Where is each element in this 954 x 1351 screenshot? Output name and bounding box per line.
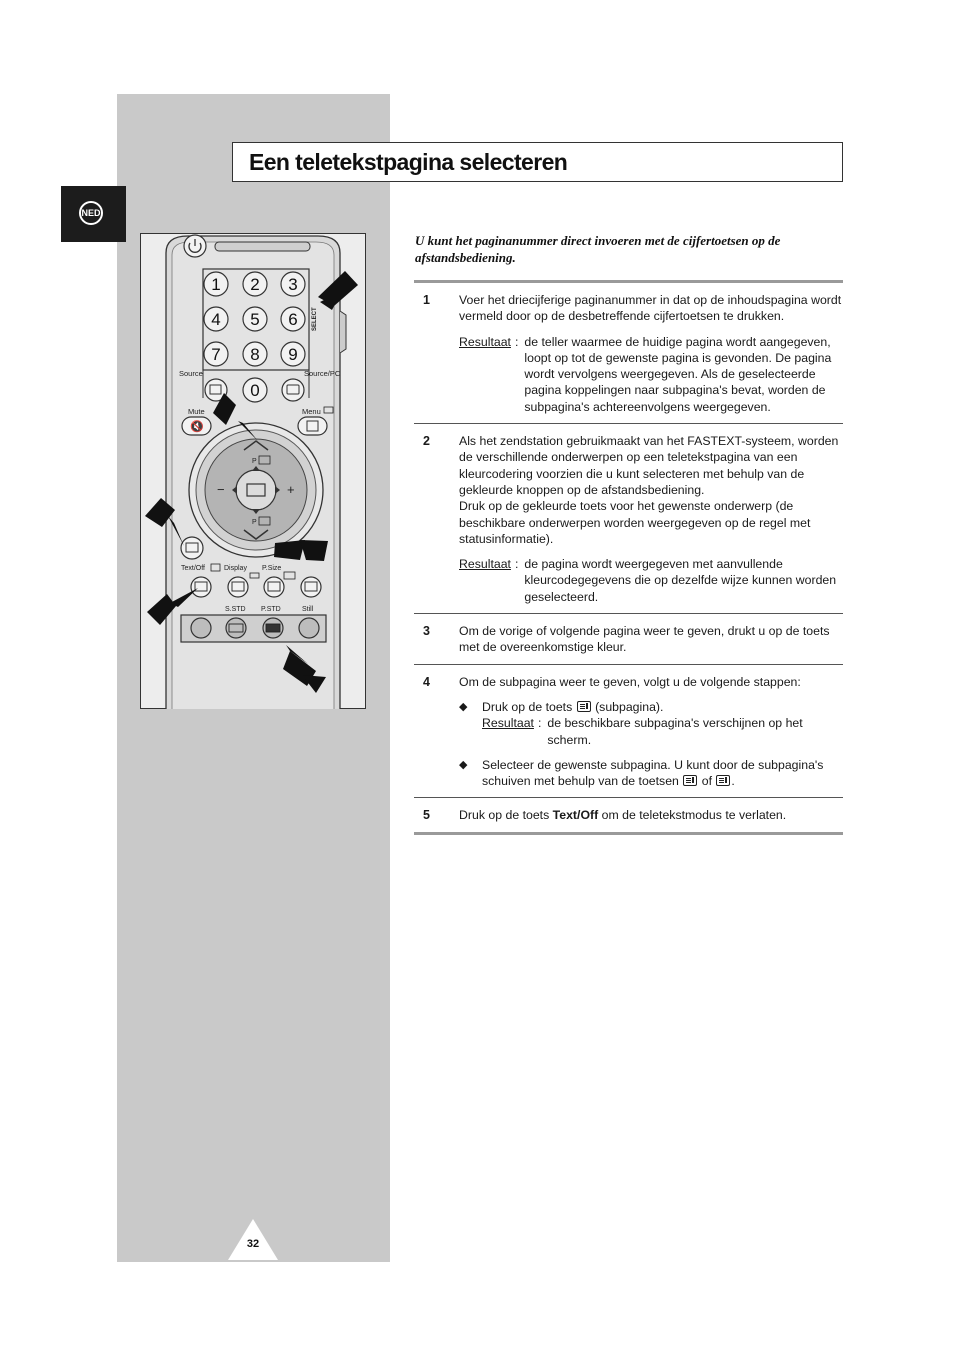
p-up-label: P (252, 458, 257, 465)
bullet-end: . (731, 774, 735, 789)
p-std-label: P.STD (261, 606, 281, 613)
title-box (232, 142, 843, 182)
step-2 (414, 424, 843, 613)
digit-key-label: 2 (250, 275, 260, 294)
source-pc-button (282, 379, 304, 401)
diamond-bullet-icon: ◆ (459, 700, 468, 713)
page-up-icon (716, 775, 730, 786)
remote-control-illustration (140, 233, 366, 709)
step-result: Resultaat : de teller waarmee de huidige pagina wordt aangegeven, loopt op tot de gewenste pagina is gevonden. De pagina wordt vervolgens weergegeven. Als de geselecteerde pagina koppelingen naar subpagina's bevat, worden de subpagina's achtereenvolgens weergegeven. (459, 334, 843, 415)
bullet-text-end: (subpagina). (595, 699, 664, 714)
digit-key-label: 0 (250, 381, 260, 400)
digit-key-label: 6 (288, 310, 298, 329)
language-tab (61, 186, 126, 242)
bullet-text: Druk op de toets (482, 699, 573, 714)
step-4 (414, 665, 843, 798)
bullet-text: Selecteer de gewenste subpagina. U kunt door de subpagina's schuiven met behulp van de toetsen (482, 757, 824, 789)
result-label: Resultaat (482, 716, 534, 731)
menu-label: Menu (302, 407, 321, 416)
volume-plus-label: + (287, 482, 295, 497)
bullet-result: Resultaat : de beschikbare subpagina's verschijnen op het scherm. (482, 715, 843, 748)
digit-key-label: 8 (250, 345, 260, 364)
language-badge: NED (79, 201, 103, 225)
step-text-end: om de teletekstmodus te verlaten. (601, 808, 787, 823)
subpage-button (181, 537, 203, 559)
s-std-label: S.STD (225, 606, 246, 613)
text-off-label: Text/Off (181, 565, 205, 572)
p-size-label: P.Size (262, 565, 282, 572)
step-text-start: Druk op de toets (459, 808, 550, 823)
step-3 (414, 614, 843, 664)
step-text: Om de subpagina weer te geven, volgt u de volgende stappen: (459, 674, 801, 689)
bullet-item (459, 699, 843, 748)
step-number: 2 (423, 434, 430, 449)
bullet-of: of (701, 774, 712, 789)
step-number: 5 (423, 808, 430, 823)
step-5 (414, 798, 843, 831)
mute-label: Mute (188, 407, 205, 416)
step-number: 1 (423, 293, 430, 307)
volume-minus-label: − (217, 482, 225, 497)
page-number: 32 (246, 1238, 260, 1250)
text-off-button (191, 577, 211, 597)
select-label: SELECT (312, 307, 318, 331)
result-label: Resultaat (459, 557, 511, 572)
intro-text: U kunt het paginanummer direct invoeren met de cijfertoetsen op de afstandsbediening. (415, 233, 781, 265)
bullet-item (459, 757, 843, 790)
steps-table (414, 280, 843, 835)
result-text: de teller waarmee de huidige pagina wordt aangegeven, loopt op tot de gewenste pagina is gevonden. De pagina wordt vervolgens weergegeven. Als de geselecteerde pagina koppelingen naar subpagina's bevat, worden de subpagina's achtereenvolgens weergegeven. (524, 334, 832, 414)
digit-key-label: 7 (211, 345, 221, 364)
result-label: Resultaat (459, 334, 511, 349)
step-text: Als het zendstation gebruikmaakt van het FASTEXT-systeem, worden de verschillende onderwerpen op een teletekstpagina van een kleurcodering voorzien die u kunt selecteren met behulp van de gekleurde knoppen op de afstandsbediening. (459, 434, 839, 497)
bottom-rule (414, 832, 843, 835)
digit-key-label: 3 (288, 275, 298, 294)
digit-key-label: 5 (250, 310, 260, 329)
digit-key-label: 1 (211, 275, 221, 294)
power-button (184, 235, 206, 257)
display-label: Display (224, 565, 247, 572)
step-1 (414, 283, 843, 423)
step-text-continued: Druk op de gekleurde toets voor het gewenste onderwerp (de beschikbare onderwerpen worden weergegeven op de regel met statusinformatie). (459, 499, 811, 546)
still-label: Still (302, 606, 314, 613)
menu-button (298, 417, 327, 435)
step-text (459, 807, 843, 823)
result-text: de beschikbare subpagina's verschijnen op het scherm. (547, 716, 803, 747)
diamond-bullet-icon: ◆ (459, 758, 468, 771)
p-down-label: P (252, 519, 257, 526)
step-text: Om de vorige of volgende pagina weer te geven, drukt u op de toets met de overeenkomstige kleur. (459, 624, 830, 655)
digit-key-label: 4 (211, 310, 221, 329)
step-text: Voer het driecijferige paginanummer in dat op de inhoudspagina wordt vermeld door op de desbetreffende cijfertoetsen te drukken. (459, 293, 842, 324)
svg-text:🔇: 🔇 (190, 420, 204, 433)
page-title: Een teletekstpagina selecteren (249, 149, 568, 175)
p-size-button (264, 577, 284, 597)
still-button (301, 577, 321, 597)
source-pc-label: Source/PC (304, 369, 341, 378)
text-off-keyword: Text/Off (552, 808, 599, 823)
digit-key-label: 9 (288, 345, 298, 364)
page-down-icon (683, 775, 697, 786)
step-result: Resultaat : de pagina wordt weergegeven met aanvullende kleurcodegegevens die op dezelfde wijze kunnen worden geselecteerd. (459, 556, 843, 605)
subpage-icon (577, 701, 591, 712)
step-number: 4 (423, 674, 430, 689)
source-label: Source (179, 369, 203, 378)
result-text: de pagina wordt weergegeven met aanvullende kleurcodegegevens die op dezelfde wijze kunnen worden geselecteerd. (524, 557, 837, 604)
navigation-ring (189, 423, 323, 557)
step-number: 3 (423, 624, 430, 639)
display-button (228, 577, 248, 597)
